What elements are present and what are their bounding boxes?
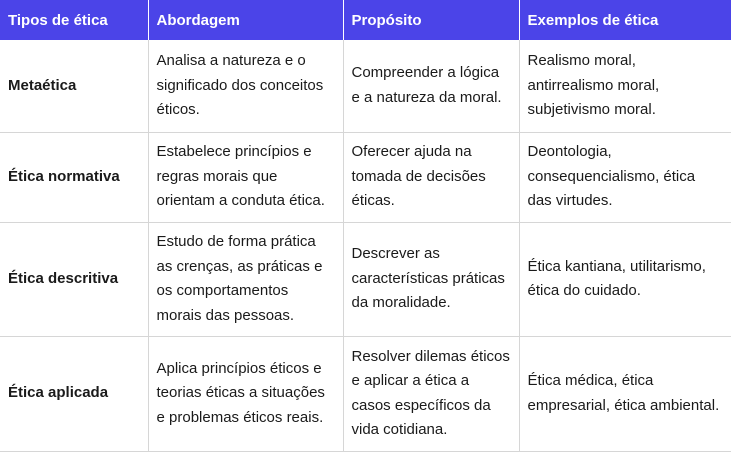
header-examples: Exemplos de ética: [519, 0, 731, 40]
cell-approach: Analisa a natureza e o significado dos conceitos éticos.: [148, 40, 343, 132]
cell-approach: Estabelece princípios e regras morais que orientam a conduta ética.: [148, 132, 343, 222]
cell-purpose: Descrever as características práticas da moralidade.: [343, 222, 519, 336]
cell-approach: Aplica princípios éticos e teorias éticas a situações e problemas éticos reais.: [148, 336, 343, 451]
cell-type: Ética descritiva: [0, 222, 148, 336]
cell-approach: Estudo de forma prática as crenças, as práticas e os comportamentos morais das pessoas.: [148, 222, 343, 336]
header-row: [0, 0, 731, 40]
cell-purpose: Compreender a lógica e a natureza da moral.: [343, 40, 519, 132]
table-body: [0, 40, 731, 451]
cell-type: Ética normativa: [0, 132, 148, 222]
cell-type: Metaética: [0, 40, 148, 132]
table-row: [0, 222, 731, 336]
table-row: [0, 40, 731, 132]
table-row: [0, 336, 731, 451]
cell-examples: Deontologia, consequencialismo, ética das virtudes.: [519, 132, 731, 222]
table-row: [0, 132, 731, 222]
header-purpose: Propósito: [343, 0, 519, 40]
header-approach: Abordagem: [148, 0, 343, 40]
cell-purpose: Oferecer ajuda na tomada de decisões éticas.: [343, 132, 519, 222]
cell-examples: Ética kantiana, utilitarismo, ética do cuidado.: [519, 222, 731, 336]
header-types: Tipos de ética: [0, 0, 148, 40]
table-header: [0, 0, 731, 40]
cell-type: Ética aplicada: [0, 336, 148, 451]
cell-purpose: Resolver dilemas éticos e aplicar a ética a casos específicos da vida cotidiana.: [343, 336, 519, 451]
cell-examples: Ética médica, ética empresarial, ética ambiental.: [519, 336, 731, 451]
cell-examples: Realismo moral, antirrealismo moral, subjetivismo moral.: [519, 40, 731, 132]
